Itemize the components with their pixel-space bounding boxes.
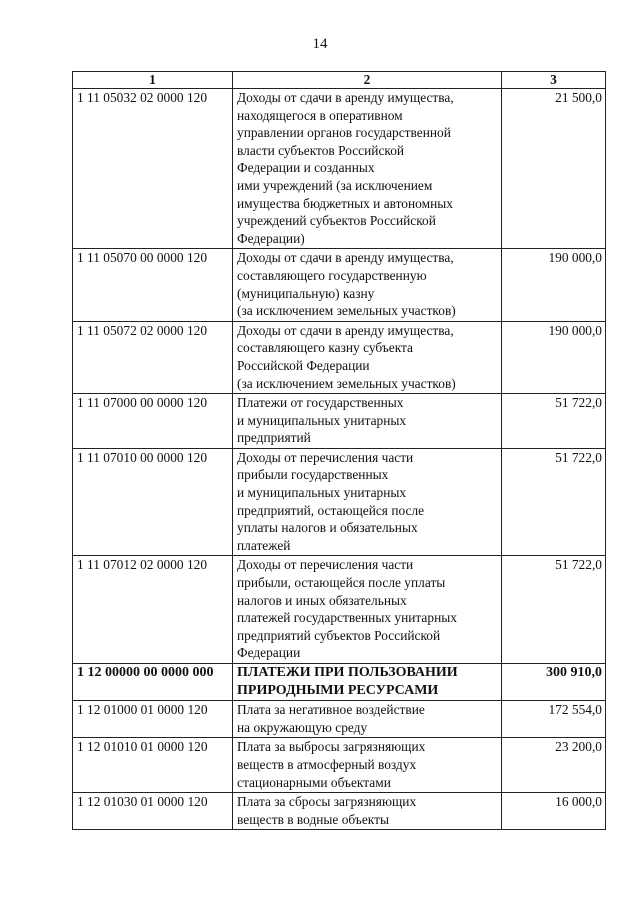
revenue-amount-cell: 190 000,0 bbox=[502, 321, 606, 393]
revenue-name-cell: ПЛАТЕЖИ ПРИ ПОЛЬЗОВАНИИ ПРИРОДНЫМИ РЕСУРСАМИ bbox=[233, 664, 502, 701]
revenue-code-cell: 1 11 05072 02 0000 120 bbox=[73, 321, 233, 393]
revenue-name-cell: Доходы от сдачи в аренду имущества, находящегося в оперативном управлении органов государственной власти субъектов Российской Федерации и созданных ими учреждений (за исключением имущества бюджетных и автономных учреждений субъектов Российской Федерации) bbox=[233, 89, 502, 249]
revenue-amount-cell: 23 200,0 bbox=[502, 738, 606, 793]
revenue-amount-cell: 51 722,0 bbox=[502, 394, 606, 449]
table-row bbox=[73, 448, 606, 556]
revenue-amount-cell: 300 910,0 bbox=[502, 664, 606, 701]
table-row bbox=[73, 89, 606, 249]
column-header-code: 1 bbox=[73, 72, 233, 89]
revenue-name-cell: Доходы от перечисления части прибыли, остающейся после уплаты налогов и иных обязательных платежей государственных унитарных предприятий субъектов Российской Федерации bbox=[233, 556, 502, 664]
revenue-amount-cell: 16 000,0 bbox=[502, 793, 606, 830]
revenue-name-cell: Доходы от перечисления части прибыли государственных и муниципальных унитарных предприятий, остающейся после уплаты налогов и обязательных платежей bbox=[233, 448, 502, 556]
revenue-amount-cell: 51 722,0 bbox=[502, 448, 606, 556]
column-header-amount: 3 bbox=[502, 72, 606, 89]
table-row bbox=[73, 738, 606, 793]
table-row bbox=[73, 793, 606, 830]
revenue-name-cell: Плата за негативное воздействие на окружающую среду bbox=[233, 701, 502, 738]
page-number: 14 bbox=[312, 36, 328, 52]
revenue-amount-cell: 51 722,0 bbox=[502, 556, 606, 664]
revenue-name-cell: Доходы от сдачи в аренду имущества, составляющего казну субъекта Российской Федерации (за исключением земельных участков) bbox=[233, 321, 502, 393]
table-body bbox=[73, 89, 606, 830]
revenue-name-cell: Плата за сбросы загрязняющих веществ в водные объекты bbox=[233, 793, 502, 830]
table-row bbox=[73, 664, 606, 701]
header-row bbox=[73, 72, 606, 89]
revenue-amount-cell: 21 500,0 bbox=[502, 89, 606, 249]
table-row bbox=[73, 249, 606, 321]
revenue-amount-cell: 190 000,0 bbox=[502, 249, 606, 321]
budget-revenue-table bbox=[72, 71, 606, 830]
revenue-code-cell: 1 11 07012 02 0000 120 bbox=[73, 556, 233, 664]
revenue-amount-cell: 172 554,0 bbox=[502, 701, 606, 738]
revenue-code-cell: 1 11 05032 02 0000 120 bbox=[73, 89, 233, 249]
revenue-name-cell: Плата за выбросы загрязняющих веществ в атмосферный воздух стационарными объектами bbox=[233, 738, 502, 793]
table-row bbox=[73, 701, 606, 738]
revenue-code-cell: 1 12 01010 01 0000 120 bbox=[73, 738, 233, 793]
revenue-code-cell: 1 11 05070 00 0000 120 bbox=[73, 249, 233, 321]
table-row bbox=[73, 394, 606, 449]
revenue-code-cell: 1 11 07000 00 0000 120 bbox=[73, 394, 233, 449]
column-header-name: 2 bbox=[233, 72, 502, 89]
table-header bbox=[73, 72, 606, 89]
table-row bbox=[73, 556, 606, 664]
revenue-name-cell: Платежи от государственных и муниципальных унитарных предприятий bbox=[233, 394, 502, 449]
revenue-code-cell: 1 12 00000 00 0000 000 bbox=[73, 664, 233, 701]
table-row bbox=[73, 321, 606, 393]
revenue-code-cell: 1 12 01000 01 0000 120 bbox=[73, 701, 233, 738]
revenue-code-cell: 1 12 01030 01 0000 120 bbox=[73, 793, 233, 830]
revenue-code-cell: 1 11 07010 00 0000 120 bbox=[73, 448, 233, 556]
revenue-name-cell: Доходы от сдачи в аренду имущества, составляющего государственную (муниципальную) казну (за исключением земельных участков) bbox=[233, 249, 502, 321]
